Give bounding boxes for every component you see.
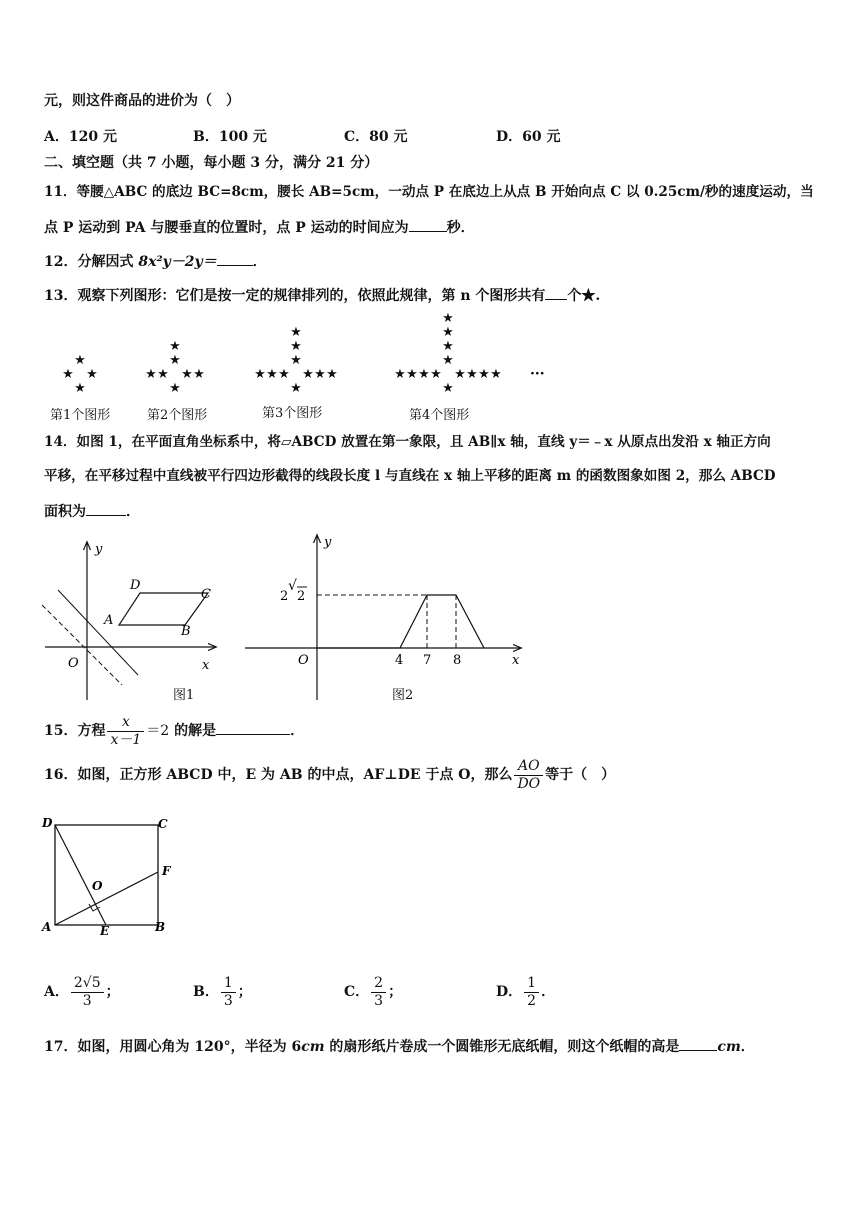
star-icon: ★ [193, 367, 205, 382]
q14-line2: 平移，在平移过程中直线被平行四边形截得的线段长度 l 与直线在 x 轴上平移的距离 m 的函数图象如图 2，那么 ABCD [44, 468, 776, 484]
fig1-vertex-d: D [130, 578, 141, 593]
q11-line2-text: 点 P 运动到 PA 与腰垂直的位置时，点 P 运动的时间应为 [44, 220, 409, 236]
q14-line3-text: 面积为 [44, 504, 86, 520]
q15 [44, 712, 304, 750]
q14-line3-end: ． [126, 504, 140, 520]
q16-text: 16．如图，正方形 ABCD 中，E 为 AB 的中点，AF⊥DE 于点 O，那么 [44, 767, 513, 783]
fig2-y-tick-radicand: 2 [297, 589, 306, 604]
q15-prefix: 15．方程 [44, 723, 106, 739]
star-icon: ★ [169, 353, 181, 368]
q16-option-b-num: 1 [221, 975, 236, 993]
fig1-vertex-b: B [181, 624, 191, 639]
fig2-y-tick-radical: √ [288, 578, 297, 594]
q16-option-d-letter: D． [496, 984, 523, 1000]
pattern-ellipsis: ··· [530, 366, 545, 382]
star-icon: ★ [290, 325, 302, 340]
star-icon: ★ [478, 367, 490, 382]
fig3-square-abcd [55, 825, 158, 925]
q16-option-b-letter: B． [193, 984, 219, 1000]
star-icon: ★ [430, 367, 442, 382]
q10-option-c: C．80 元 [344, 129, 408, 145]
q16-option-c [344, 972, 402, 1012]
q16-text-end: 等于（ ） [545, 767, 616, 783]
q11-blank [409, 217, 447, 232]
q16-option-a-fraction [71, 975, 104, 1010]
q17 [44, 1036, 755, 1056]
q10-option-b: B．100 元 [193, 129, 267, 145]
fig2-x-label: x [512, 653, 520, 668]
q12-prefix: 12．分解因式 [44, 254, 139, 270]
q16-option-d-num: 1 [524, 975, 539, 993]
q17-text-cont: 的扇形纸片卷成一个圆锥形无底纸帽，则这个纸帽的高是 [324, 1039, 680, 1055]
q11-line1: 11．等腰△ABC 的底边 BC=8cm，腰长 AB=5cm，一动点 P 在底边上从点 B 开始向点 C 以 0.25cm/秒的速度运动，当 [44, 184, 814, 200]
q16-numerator: AO [514, 758, 543, 776]
q14-blank [86, 501, 126, 516]
q16-denominator: DO [517, 775, 541, 792]
star-icon: ★ [62, 367, 74, 382]
q15-equals: ＝2 [146, 723, 170, 739]
q10-text: 元，则这件商品的进价为（ ） [44, 93, 240, 109]
fig2-x-tick-4: 4 [395, 653, 404, 668]
star-pattern-figures [0, 310, 868, 402]
star-icon: ★ [394, 367, 406, 382]
fig3-point-o: O [92, 879, 103, 893]
fig1-x-label: x [202, 658, 210, 673]
star-icon: ★ [406, 367, 418, 382]
figure-label-2: 第2个图形 [147, 408, 208, 423]
q16-option-a [44, 972, 120, 1012]
q13-text-end: 个★. [567, 288, 601, 304]
star-icon: ★ [254, 367, 266, 382]
fig2-x-tick-8: 8 [453, 653, 462, 668]
star-icon: ★ [442, 311, 454, 326]
q12-blank [217, 251, 253, 266]
fig1-y-label: y [95, 542, 103, 557]
q16-option-a-letter: A． [44, 984, 69, 1000]
star-icon: ★ [418, 367, 430, 382]
q16-option-c-fraction [371, 975, 386, 1010]
star-icon: ★ [169, 381, 181, 396]
figure-label-4: 第4个图形 [409, 408, 470, 423]
q16-option-c-letter: C． [344, 984, 370, 1000]
q16-option-d-tail: ． [541, 984, 556, 1000]
q17-unit: cm [301, 1039, 325, 1055]
fig1-origin-label: O [68, 656, 79, 671]
q15-fraction [107, 714, 144, 749]
q16-option-a-num: 2√5 [71, 975, 104, 993]
q10-option-d: D．60 元 [496, 129, 561, 145]
q17-text: 17．如图，用圆心角为 120°，半径为 6 [44, 1039, 302, 1055]
q11-line2-end: 秒． [446, 220, 475, 236]
q17-blank [679, 1036, 717, 1051]
q15-blank [216, 720, 290, 735]
fig1-vertex-a: A [104, 613, 114, 628]
q12-expression: 8x²y－2y＝ [138, 254, 217, 270]
q16-option-a-den: 3 [82, 992, 92, 1009]
star-icon: ★ [74, 381, 86, 396]
star-icon: ★ [181, 367, 193, 382]
fig2-x-tick-7: 7 [423, 653, 432, 668]
star-icon: ★ [442, 381, 454, 396]
q14-line1: 14．如图 1，在平面直角坐标系中，将▱ABCD 放置在第一象限，且 AB∥x 轴，直线 y＝﹣x 从原点出发沿 x 轴正方向 [44, 434, 771, 450]
star-icon: ★ [266, 367, 278, 382]
star-icon: ★ [145, 367, 157, 382]
q13-text: 13．观察下列图形：它们是按一定的规律排列的，依照此规律，第 n 个图形共有 [44, 288, 546, 304]
fig1-parallelogram [119, 593, 208, 625]
q15-numerator: x [107, 714, 144, 732]
q16-option-b-fraction [221, 975, 236, 1010]
q15-suffix: 的解是 [174, 723, 217, 739]
q16-option-c-den: 3 [374, 992, 384, 1009]
fig3-vertex-b: B [155, 920, 166, 934]
fig2-y-label: y [324, 535, 332, 550]
q12-suffix: ． [252, 254, 267, 270]
fig3-point-e: E [100, 924, 110, 938]
figure-label-3: 第3个图形 [262, 406, 323, 421]
q15-end: ． [290, 723, 305, 739]
star-icon: ★ [442, 339, 454, 354]
figure-1-coordinate-plane [30, 535, 230, 705]
star-icon: ★ [86, 367, 98, 382]
q16-option-c-tail: ； [388, 984, 403, 1000]
q16-option-b-tail: ； [237, 984, 252, 1000]
star-icon: ★ [454, 367, 466, 382]
q16-option-b-den: 3 [223, 992, 233, 1009]
fig3-vertex-a: A [42, 920, 52, 934]
star-icon: ★ [302, 367, 314, 382]
star-icon: ★ [442, 353, 454, 368]
star-icon: ★ [290, 353, 302, 368]
fig1-vertex-c: C [201, 587, 211, 602]
star-icon: ★ [466, 367, 478, 382]
fig2-origin-label: O [298, 653, 309, 668]
figure-1-caption: 图1 [173, 688, 195, 703]
q13 [44, 285, 600, 305]
q16 [44, 756, 615, 794]
figure-2-function-graph [240, 530, 530, 705]
q16-option-c-num: 2 [371, 975, 386, 993]
figure-3-square [38, 812, 188, 942]
q16-fraction [514, 758, 543, 793]
q16-option-a-tail: ； [105, 984, 120, 1000]
fig2-y-tick-coef: 2 [280, 589, 289, 604]
fig3-vertex-d: D [42, 816, 53, 830]
q17-end-unit: cm [717, 1039, 741, 1055]
fig3-segment-de [55, 825, 106, 925]
star-icon: ★ [290, 381, 302, 396]
star-icon: ★ [326, 367, 338, 382]
q16-option-d [496, 972, 555, 1012]
figure-2-caption: 图2 [392, 688, 414, 703]
figure-label-1: 第1个图形 [50, 408, 111, 423]
q17-end: ． [740, 1039, 755, 1055]
q16-option-d-fraction [524, 975, 539, 1010]
q16-option-d-den: 2 [527, 992, 537, 1009]
star-icon: ★ [74, 353, 86, 368]
star-icon: ★ [442, 325, 454, 340]
q13-blank [545, 285, 567, 300]
star-icon: ★ [314, 367, 326, 382]
fig2-graph-line [317, 595, 484, 648]
q10-option-a: A．120 元 [44, 129, 117, 145]
star-icon: ★ [278, 367, 290, 382]
star-icon: ★ [169, 339, 181, 354]
fig3-point-f: F [162, 864, 171, 878]
q14-line3 [44, 501, 140, 521]
fig3-segment-af [55, 872, 158, 925]
star-icon: ★ [490, 367, 502, 382]
q12 [44, 251, 267, 271]
fig3-vertex-c: C [158, 817, 168, 831]
q11-line2 [44, 217, 475, 237]
star-icon: ★ [290, 339, 302, 354]
q15-denominator: x－1 [110, 731, 142, 748]
star-icon: ★ [157, 367, 169, 382]
q16-option-b [193, 972, 252, 1012]
section-heading: 二、填空题（共 7 小题，每小题 3 分，满分 21 分） [44, 155, 379, 171]
